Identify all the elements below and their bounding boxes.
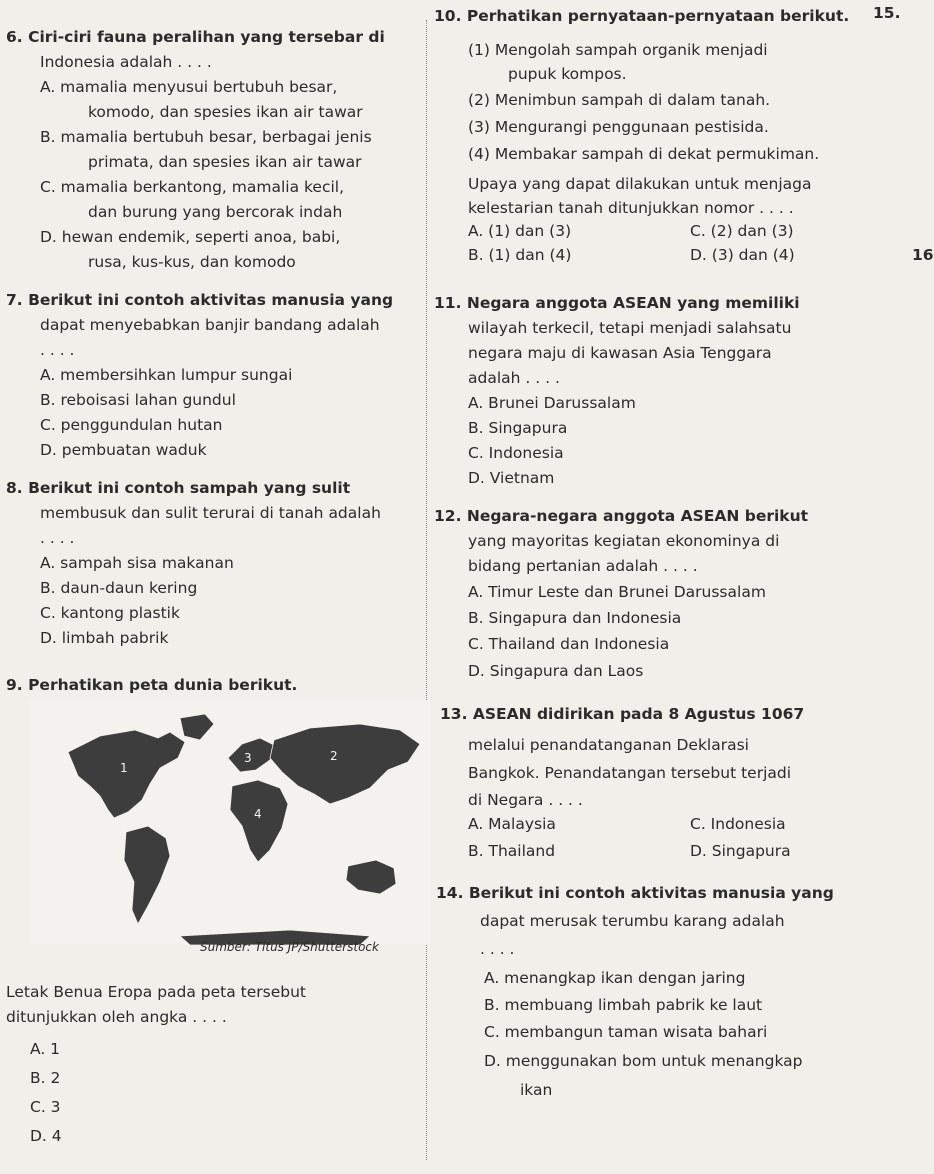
question-stem: bidang pertanian adalah . . . .	[468, 557, 698, 575]
question-follow: Upaya yang dapat dilakukan untuk menjaga	[468, 175, 812, 193]
option-d-cont: rusa, kus-kus, dan komodo	[88, 253, 296, 271]
question-stem: 8. Berikut ini contoh sampah yang sulit	[6, 479, 351, 497]
option-b: B. membuang limbah pabrik ke laut	[484, 996, 763, 1014]
option-b: B. 2	[30, 1069, 61, 1087]
option-b: B. daun-daun kering	[40, 579, 198, 597]
question-stem: 11. Negara anggota ASEAN yang memiliki	[434, 294, 800, 312]
option-c: C. 3	[30, 1098, 61, 1116]
option-a: A. mamalia menyusui bertubuh besar,	[40, 78, 338, 96]
question-stem: yang mayoritas kegiatan ekonominya di	[468, 532, 780, 550]
map-number-4: 4	[254, 807, 262, 821]
map-number-3: 3	[244, 751, 252, 765]
option-d: D. 4	[30, 1127, 62, 1145]
question-stem: 10. Perhatikan pernyataan-pernyataan berikut.	[434, 7, 850, 25]
option-d: D. (3) dan (4)	[690, 246, 795, 264]
question-stem: . . . .	[40, 341, 75, 359]
corner-number: 15.	[873, 4, 901, 22]
option-b: B. (1) dan (4)	[468, 246, 572, 264]
question-stem: 12. Negara-negara anggota ASEAN berikut	[434, 507, 809, 525]
option-c: C. penggundulan hutan	[40, 416, 223, 434]
question-stem: negara maju di kawasan Asia Tenggara	[468, 344, 772, 362]
world-map-svg	[30, 700, 430, 945]
question-stem: adalah . . . .	[468, 369, 560, 387]
option-c: C. mamalia berkantong, mamalia kecil,	[40, 178, 345, 196]
statement-3: (3) Mengurangi penggunaan pestisida.	[468, 118, 769, 136]
option-c: C. membangun taman wisata bahari	[484, 1023, 768, 1041]
option-c: C. Thailand dan Indonesia	[468, 635, 670, 653]
option-d: D. Singapura	[690, 842, 791, 860]
statement-4: (4) Membakar sampah di dekat permukiman.	[468, 145, 820, 163]
question-follow: kelestarian tanah ditunjukkan nomor . . . .	[468, 199, 794, 217]
statement-1: (1) Mengolah sampah organik menjadi	[468, 41, 768, 59]
option-b: B. mamalia bertubuh besar, berbagai jenis	[40, 128, 372, 146]
option-a: A. Malaysia	[468, 815, 556, 833]
option-b-cont: primata, dan spesies ikan air tawar	[88, 153, 362, 171]
question-stem: melalui penandatanganan Deklarasi	[468, 736, 749, 754]
question-stem: . . . .	[40, 529, 75, 547]
question-stem: 13. ASEAN didirikan pada 8 Agustus 1067	[440, 705, 805, 723]
option-b: B. reboisasi lahan gundul	[40, 391, 236, 409]
map-number-1: 1	[120, 761, 128, 775]
option-a: A. menangkap ikan dengan jaring	[484, 969, 746, 987]
question-stem: Indonesia adalah . . . .	[40, 53, 212, 71]
option-c: C. Indonesia	[690, 815, 786, 833]
option-b: B. Singapura dan Indonesia	[468, 609, 682, 627]
option-a: A. Timur Leste dan Brunei Darussalam	[468, 583, 766, 601]
option-d: D. menggunakan bom untuk menangkap	[484, 1052, 803, 1070]
world-map	[30, 700, 430, 945]
question-follow: Letak Benua Eropa pada peta tersebut	[6, 983, 307, 1001]
question-stem: membusuk dan sulit terurai di tanah adalah	[40, 504, 381, 522]
option-c: C. Indonesia	[468, 444, 564, 462]
option-c: C. kantong plastik	[40, 604, 180, 622]
option-a-cont: komodo, dan spesies ikan air tawar	[88, 103, 363, 121]
map-number-2: 2	[330, 749, 338, 763]
option-b: B. Thailand	[468, 842, 556, 860]
option-a: A. membersihkan lumpur sungai	[40, 366, 293, 384]
question-stem: . . . .	[480, 940, 515, 958]
question-stem: 14. Berikut ini contoh aktivitas manusia yang	[436, 884, 834, 902]
option-a: A. Brunei Darussalam	[468, 394, 636, 412]
question-stem: di Negara . . . .	[468, 791, 583, 809]
statement-2: (2) Menimbun sampah di dalam tanah.	[468, 91, 771, 109]
column-divider	[426, 20, 427, 1160]
question-stem: dapat merusak terumbu karang adalah	[480, 912, 785, 930]
option-d: D. pembuatan waduk	[40, 441, 207, 459]
option-a: A. (1) dan (3)	[468, 222, 572, 240]
right-edge-number: 16	[912, 246, 934, 264]
option-d: D. Singapura dan Laos	[468, 662, 644, 680]
option-d: D. limbah pabrik	[40, 629, 169, 647]
question-follow: ditunjukkan oleh angka . . . .	[6, 1008, 227, 1026]
option-c: C. (2) dan (3)	[690, 222, 794, 240]
option-d: D. Vietnam	[468, 469, 555, 487]
option-d: D. hewan endemik, seperti anoa, babi,	[40, 228, 341, 246]
question-stem: dapat menyebabkan banjir bandang adalah	[40, 316, 380, 334]
question-stem: Bangkok. Penandatangan tersebut terjadi	[468, 764, 792, 782]
question-stem: wilayah terkecil, tetapi menjadi salahsatu	[468, 319, 792, 337]
question-stem: 9. Perhatikan peta dunia berikut.	[6, 676, 298, 694]
question-stem: 6. Ciri-ciri fauna peralihan yang tersebar di	[6, 28, 385, 46]
question-stem: 7. Berikut ini contoh aktivitas manusia yang	[6, 291, 394, 309]
option-a: A. 1	[30, 1040, 61, 1058]
option-b: B. Singapura	[468, 419, 568, 437]
map-source: Sumber: Titus JP/Shutterstock	[200, 940, 379, 954]
option-d-cont: ikan	[520, 1081, 553, 1099]
option-a: A. sampah sisa makanan	[40, 554, 234, 572]
option-c-cont: dan burung yang bercorak indah	[88, 203, 343, 221]
statement-1-cont: pupuk kompos.	[508, 65, 627, 83]
